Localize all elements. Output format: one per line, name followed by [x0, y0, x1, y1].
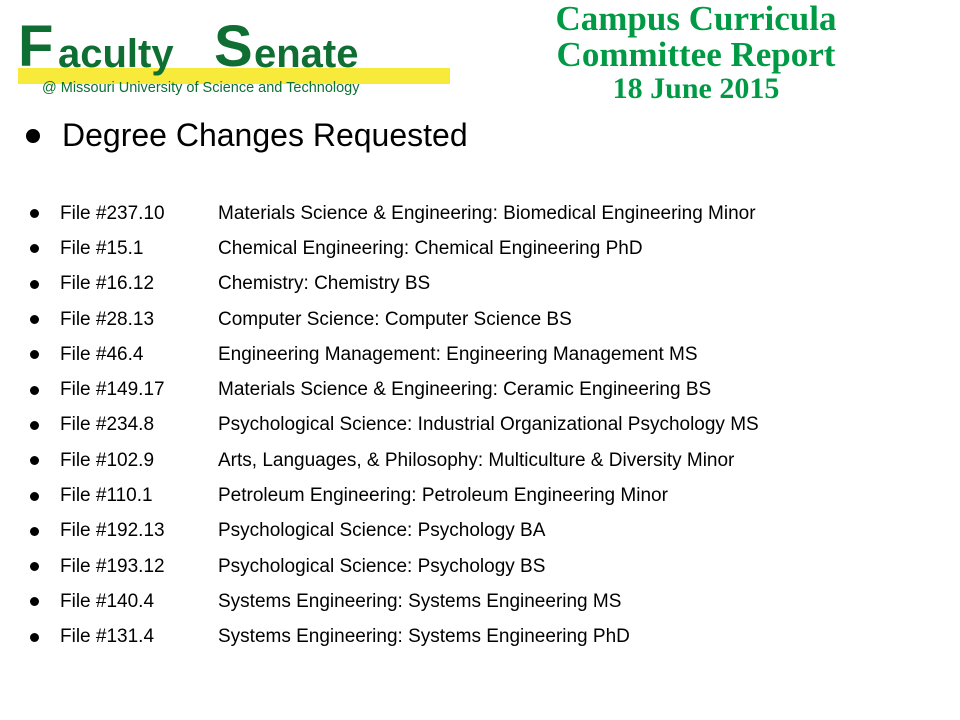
- bullet-icon: [30, 315, 39, 324]
- file-description: Psychological Science: Psychology BS: [218, 555, 546, 577]
- bullet-icon: [30, 280, 39, 289]
- file-description: Systems Engineering: Systems Engineering PhD: [218, 626, 630, 648]
- list-item: [30, 514, 950, 549]
- bullet-icon: [30, 456, 39, 465]
- file-number: File #149.17: [60, 379, 165, 401]
- file-number: File #15.1: [60, 237, 144, 259]
- bullet-icon: [30, 562, 39, 571]
- logo-word-faculty: aculty: [58, 32, 174, 76]
- file-number: File #16.12: [60, 273, 155, 295]
- file-description: Chemical Engineering: Chemical Engineering PhD: [218, 237, 643, 259]
- list-item: [30, 302, 950, 337]
- file-description: Arts, Languages, & Philosophy: Multiculture & Diversity Minor: [218, 449, 735, 471]
- file-description: Computer Science: Computer Science BS: [218, 308, 572, 330]
- file-number: File #46.4: [60, 343, 144, 365]
- bullet-icon: [30, 633, 39, 642]
- bullet-icon: [30, 597, 39, 606]
- list-item: [30, 408, 950, 443]
- report-title-line2: Committee Report: [556, 35, 836, 74]
- list-item: [30, 549, 950, 584]
- report-date: 18 June 2015: [612, 72, 780, 105]
- file-description: Chemistry: Chemistry BS: [218, 273, 431, 295]
- file-number: File #28.13: [60, 308, 155, 330]
- file-number: File #110.1: [60, 485, 153, 507]
- file-description: Psychological Science: Industrial Organizational Psychology MS: [218, 414, 759, 436]
- degree-change-list: [30, 196, 950, 655]
- bullet-icon: [30, 386, 39, 395]
- report-title-line1: Campus Curricula: [555, 0, 837, 38]
- list-item: [30, 372, 950, 407]
- bullet-icon: [30, 209, 39, 218]
- list-item: [30, 267, 950, 302]
- file-number: File #102.9: [60, 449, 155, 471]
- list-item: [30, 443, 950, 478]
- logo-initial-f: F: [18, 14, 54, 79]
- bullet-icon: [30, 421, 39, 430]
- file-number: File #140.4: [60, 590, 155, 612]
- file-number: File #193.12: [60, 555, 165, 577]
- faculty-senate-logo: [18, 14, 450, 100]
- logo-initial-s: S: [214, 14, 253, 79]
- logo-word-senate: enate: [254, 32, 359, 76]
- file-description: Petroleum Engineering: Petroleum Engineering Minor: [218, 485, 668, 507]
- bullet-icon: [30, 492, 39, 501]
- report-title-block: [506, 0, 886, 105]
- bullet-icon: [26, 129, 40, 143]
- list-item: [30, 337, 950, 372]
- list-item: [30, 196, 950, 231]
- file-number: File #234.8: [60, 414, 155, 436]
- file-number: File #237.10: [60, 202, 165, 224]
- bullet-icon: [30, 527, 39, 536]
- list-item: [30, 620, 950, 655]
- file-number: File #131.4: [60, 626, 155, 648]
- file-description: Engineering Management: Engineering Management MS: [218, 343, 698, 365]
- list-item: [30, 478, 950, 513]
- list-item: [30, 584, 950, 619]
- logo-subtitle: @ Missouri University of Science and Technology: [42, 80, 360, 96]
- list-item: [30, 231, 950, 266]
- section-heading: [26, 115, 468, 155]
- bullet-icon: [30, 350, 39, 359]
- file-number: File #192.13: [60, 520, 165, 542]
- file-description: Psychological Science: Psychology BA: [218, 520, 546, 542]
- bullet-icon: [30, 244, 39, 253]
- file-description: Materials Science & Engineering: Biomedical Engineering Minor: [218, 202, 756, 224]
- file-description: Materials Science & Engineering: Ceramic Engineering BS: [218, 379, 712, 401]
- section-heading-text: Degree Changes Requested: [62, 117, 468, 153]
- file-description: Systems Engineering: Systems Engineering MS: [218, 590, 622, 612]
